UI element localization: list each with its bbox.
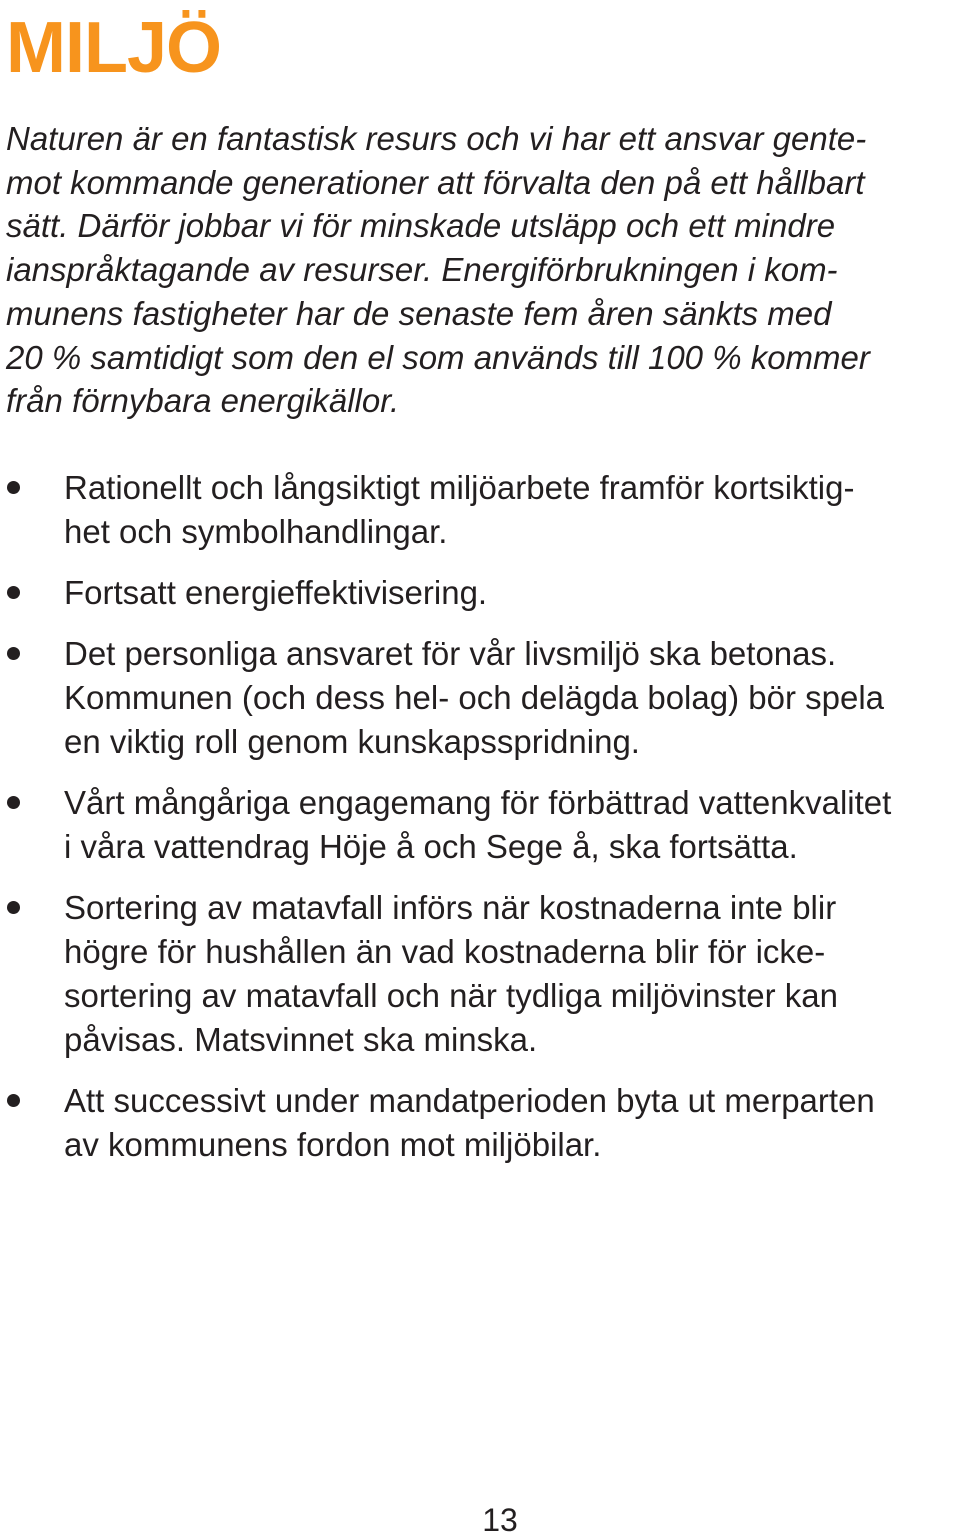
bullet-line: het och symbolhandlingar. xyxy=(64,513,448,550)
intro-line: mot kommande generationer att förvalta den på ett hållbart xyxy=(6,163,865,201)
intro-line: 20 % samtidigt som den el som används till 100 % kommer xyxy=(6,338,870,376)
bullet-icon xyxy=(7,586,20,599)
bullet-line: Att successivt under mandatperioden byta ut merparten xyxy=(64,1082,875,1119)
bullet-item xyxy=(0,781,960,869)
bullet-line: Kommunen (och dess hel- och delägda bolag) bör spela xyxy=(64,679,885,716)
bullet-line: Det personliga ansvaret för vår livsmiljö ska betonas. xyxy=(64,635,837,672)
bullet-line: i våra vattendrag Höje å och Sege å, ska fortsätta. xyxy=(64,828,798,865)
bullet-icon xyxy=(7,647,20,660)
bullet-line: Sortering av matavfall införs när kostnaderna inte blir xyxy=(64,889,837,926)
bullet-line: påvisas. Matsvinnet ska minska. xyxy=(64,1021,538,1058)
bullet-line: Rationellt och långsiktigt miljöarbete framför kortsiktig- xyxy=(64,469,855,506)
bullet-item xyxy=(0,632,960,764)
intro-line: sätt. Därför jobbar vi för minskade utsläpp och ett mindre xyxy=(6,207,836,245)
bullet-line: av kommunens fordon mot miljöbilar. xyxy=(64,1126,602,1163)
intro-line: munens fastigheter har de senaste fem åren sänkts med xyxy=(6,294,832,332)
bullet-line: Fortsatt energieffektivisering. xyxy=(64,574,488,611)
bullet-line: Vårt mångåriga engagemang för förbättrad vattenkvalitet xyxy=(64,784,892,821)
bullet-line: en viktig roll genom kunskapsspridning. xyxy=(64,723,640,760)
bullet-item xyxy=(0,571,960,615)
bullet-item xyxy=(0,886,960,1062)
bullet-icon xyxy=(7,901,20,914)
page-title: MILJÖ xyxy=(6,8,222,88)
intro-paragraph xyxy=(6,117,956,423)
bullet-item xyxy=(0,466,960,554)
page-number: 13 xyxy=(482,1502,518,1538)
bullet-icon xyxy=(7,796,20,809)
intro-line: Naturen är en fantastisk resurs och vi har ett ansvar gente- xyxy=(6,120,867,157)
intro-line: från förnybara energikällor. xyxy=(6,382,400,420)
bullet-item xyxy=(0,1079,960,1167)
bullet-line: högre för hushållen än vad kostnaderna blir för icke- xyxy=(64,933,826,970)
intro-line: ianspråktagande av resurser. Energiförbrukningen i kom- xyxy=(6,251,838,289)
bullet-list xyxy=(0,466,960,1184)
bullet-line: sortering av matavfall och när tydliga miljövinster kan xyxy=(64,977,839,1014)
bullet-icon xyxy=(7,1094,20,1107)
bullet-icon xyxy=(7,481,20,494)
